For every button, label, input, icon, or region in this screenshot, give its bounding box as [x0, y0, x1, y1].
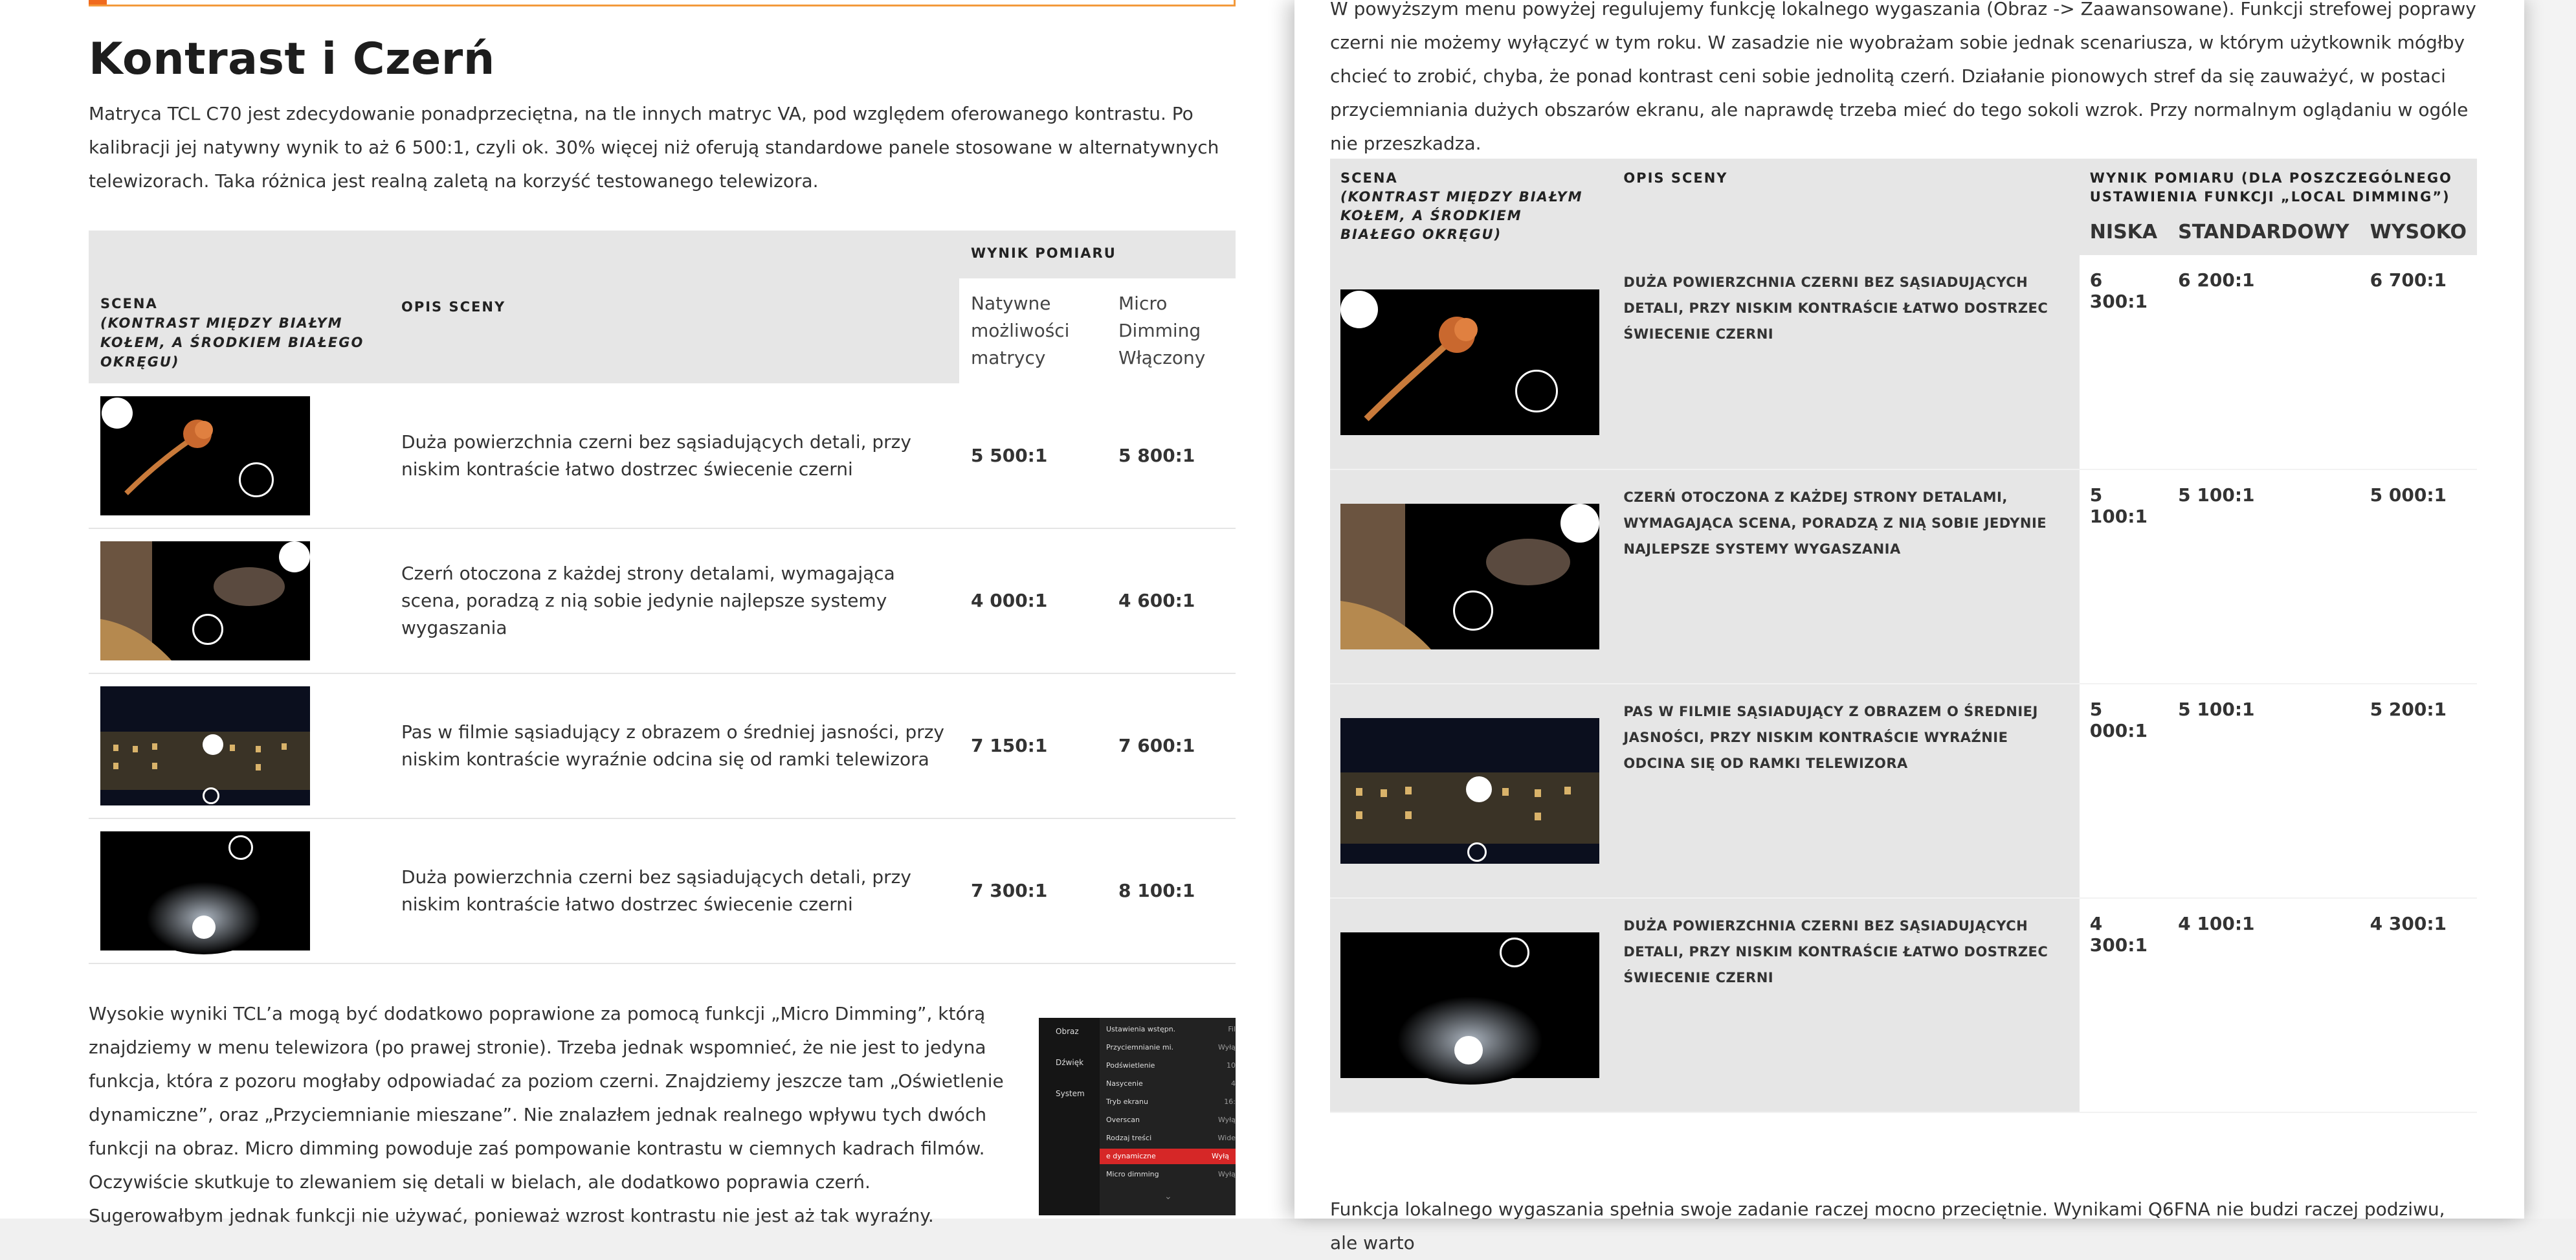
row-high-value: 5 200:1 — [2360, 684, 2477, 898]
col-scene-subtitle: (KONTRAST MIĘDZY BIAŁYM KOŁEM, A ŚRODKIEM BIAŁEGO OKRĘGU) — [100, 315, 364, 370]
row-desc: DUŻA POWIERZCHNIA CZERNI BEZ SĄSIADUJĄCYCH DETALI, PRZY NISKIM KONTRAŚCIE ŁATWO DOSTRZEC ŚWIECENIE CZERNI — [1613, 898, 2079, 1112]
table-row — [89, 673, 1236, 818]
table-row — [1330, 898, 2477, 1112]
table-row — [1330, 469, 2477, 684]
contrast-table — [89, 231, 1236, 964]
outro-paragraph: Wysokie wyniki TCL’a mogą być dodatkowo poprawione za pomocą funkcji „Micro Dimming”, którą znajdziemy w menu telewizora (po prawej stronie). Trzeba jednak wspomnieć, że nie jest to jedyna funkcja, która z pozoru mogłaby odpowiadać za poziom czerni. Znajdziemy jeszcze tam „Oświetlenie dynamiczne”, oraz „Przyciemnianie mieszane”. Nie znalazłem jednak realnego wpływu tych dwóch funkcji na obraz. Micro dimming powoduje zaś pompowanie kontrastu w ciemnych kadrach filmów. Oczywiście skutkuje to zlewaniem się detali w bielach, ale dodatkowo poprawia czerń. Sugerowałbym jednak funkcji nie używać, ponieważ wzrost kontrastu nie jest aż tak wyraźny. — [89, 1003, 1004, 1226]
scene-thumbnail-cell — [1330, 469, 1613, 684]
scene-thumbnail — [100, 831, 310, 951]
scene-thumbnail-cell — [89, 528, 390, 673]
menu-item: Overscan Wyłą — [1106, 1116, 1236, 1124]
scene-thumbnail-cell — [89, 673, 390, 818]
chevron-down-icon: ⌄ — [1164, 1191, 1172, 1202]
menu-item: Nasycenie 4 — [1106, 1079, 1236, 1088]
table-row — [89, 528, 1236, 673]
row-high-value: 5 000:1 — [2360, 469, 2477, 684]
left-article — [0, 0, 1294, 1226]
scene-thumbnail — [1340, 289, 1599, 435]
sub-std-header: STANDARDOWY — [2168, 217, 2360, 255]
row-native-value: 7 300:1 — [959, 818, 1107, 963]
menu-item: Tryb ekranu 16: — [1106, 1097, 1236, 1106]
row-low-value: 5 100:1 — [2080, 469, 2168, 684]
row-desc: Duża powierzchnia czerni bez sąsiadujących detali, przy niskim kontraście łatwo dostrzec świecenie czerni — [390, 383, 959, 528]
scene-thumbnail-cell — [1330, 898, 1613, 1112]
menu-side-item: Obraz — [1056, 1027, 1079, 1036]
row-desc: Czerń otoczona z każdej strony detalami, wymagająca scena, poradzą z nią sobie jedynie najlepsze systemy wygaszania — [390, 528, 959, 673]
local-dimming-table — [1330, 159, 2477, 1113]
scene-thumbnail-cell — [89, 818, 390, 963]
intro-paragraph: Matryca TCL C70 jest zdecydowanie ponadprzeciętna, na tle innych matryc VA, pod względem oferowanego kontrastu. Po kalibracji jej natywny wynik to aż 6 500:1, czyli ok. 30% więcej niż oferują standardowe panele stosowane w alternatywnych telewizorach. Taka różnica jest realną zaletą na korzyść testowanego telewizora. — [89, 103, 1219, 192]
scene-thumbnail-cell — [1330, 255, 1613, 469]
tv-menu-screenshot — [1039, 1018, 1236, 1215]
row-desc: CZERŃ OTOCZONA Z KAŻDEJ STRONY DETALAMI, WYMAGAJĄCA SCENA, PORADZĄ Z NIĄ SOBIE JEDYNIE NAJLEPSZE SYSTEMY WYGASZANIA — [1613, 469, 2079, 684]
row-desc: PAS W FILMIE SĄSIADUJĄCY Z OBRAZEM O ŚREDNIEJ JASNOŚCI, PRZY NISKIM KONTRAŚCIE WYRAŹNIE ODCINA SIĘ OD RAMKI TELEWIZORA — [1613, 684, 2079, 898]
sub-micro-header: Micro Dimming Włączony — [1107, 278, 1236, 383]
orange-divider-tab — [89, 0, 107, 5]
menu-side-column — [1039, 1018, 1100, 1215]
right-intro-paragraph: W powyższym menu powyżej regulujemy funkcję lokalnego wygaszania (Obraz -> Zaawansowane). Funkcji strefowej poprawy czerni nie możemy wyłączyć w tym roku. W zasadzie nie wyobrażam sobie jednak scenariusza, w którym użytkownik mógłby chcieć to zrobić, chyba, że ponad kontrast ceni sobie jednolitą czerń. Działanie pionowych stref da się zauważyć, w postaci przyciemniania dużych obszarów ekranu, ale naprawdę trzeba mieć do tego sokoli wzrok. Przy normalnym oglądaniu w ogóle nie przeszkadza. — [1330, 0, 2476, 154]
row-std-value: 6 200:1 — [2168, 255, 2360, 469]
menu-item-highlighted: e dynamiczne Wyłą — [1100, 1149, 1236, 1164]
row-low-value: 5 000:1 — [2080, 684, 2168, 898]
table-row — [89, 818, 1236, 963]
scene-thumbnail — [100, 541, 310, 660]
table-row — [1330, 255, 2477, 469]
row-native-value: 4 000:1 — [959, 528, 1107, 673]
col-result-header: WYNIK POMIARU (DLA POSZCZEGÓLNEGO USTAWIENIA FUNKCJI „LOCAL DIMMING”) — [2080, 159, 2477, 217]
row-micro-value: 4 600:1 — [1107, 528, 1236, 673]
menu-item: Podświetlenie 10 — [1106, 1061, 1236, 1070]
col-scene-title: SCENA — [100, 296, 158, 311]
row-desc: Pas w filmie sąsiadujący z obrazem o średniej jasności, przy niskim kontraście wyraźnie odcina się od ramki telewizora — [390, 673, 959, 818]
table-row — [1330, 684, 2477, 898]
row-micro-value: 7 600:1 — [1107, 673, 1236, 818]
row-high-value: 6 700:1 — [2360, 255, 2477, 469]
menu-items-column — [1100, 1018, 1236, 1215]
col-scene-header — [1330, 159, 1613, 255]
menu-item: Rodzaj treści Wide — [1106, 1134, 1236, 1142]
scene-thumbnail-cell — [1330, 684, 1613, 898]
scene-thumbnail — [1340, 932, 1599, 1078]
row-low-value: 4 300:1 — [2080, 898, 2168, 1112]
row-low-value: 6 300:1 — [2080, 255, 2168, 469]
col-scene-subtitle: (KONTRAST MIĘDZY BIAŁYM KOŁEM, A ŚRODKIEM BIAŁEGO OKRĘGU) — [1340, 189, 1583, 242]
row-std-value: 5 100:1 — [2168, 684, 2360, 898]
sub-low-header: NISKA — [2080, 217, 2168, 255]
menu-item: Micro dimming Wyłą — [1106, 1170, 1236, 1178]
menu-item: Przyciemnianie mi. Wyłą — [1106, 1043, 1236, 1052]
col-desc-header: OPIS SCENY — [1613, 159, 2079, 255]
row-native-value: 7 150:1 — [959, 673, 1107, 818]
scene-thumbnail — [1340, 504, 1599, 649]
col-result-header: WYNIK POMIARU — [959, 231, 1236, 278]
row-native-value: 5 500:1 — [959, 383, 1107, 528]
scene-thumbnail — [100, 396, 310, 515]
sub-native-header: Natywne możliwości matrycy — [959, 278, 1107, 383]
scene-thumbnail — [100, 686, 310, 805]
table-row — [89, 383, 1236, 528]
row-micro-value: 8 100:1 — [1107, 818, 1236, 963]
scene-thumbnail — [1340, 718, 1599, 864]
orange-divider — [89, 0, 1236, 6]
sub-high-header: WYSOKO — [2360, 217, 2477, 255]
menu-side-item: System — [1056, 1089, 1085, 1098]
col-scene-header — [89, 231, 390, 383]
section-heading: Kontrast i Czerń — [89, 34, 495, 85]
row-high-value: 4 300:1 — [2360, 898, 2477, 1112]
right-outro-paragraph: Funkcja lokalnego wygaszania spełnia swoje zadanie raczej mocno przeciętnie. Wynikami Q6FNA nie budzi raczej podziwu, ale warto — [1330, 1198, 2445, 1254]
col-desc-header: OPIS SCENY — [390, 231, 959, 383]
row-desc: DUŻA POWIERZCHNIA CZERNI BEZ SĄSIADUJĄCYCH DETALI, PRZY NISKIM KONTRAŚCIE ŁATWO DOSTRZEC ŚWIECENIE CZERNI — [1613, 255, 2079, 469]
row-micro-value: 5 800:1 — [1107, 383, 1236, 528]
row-std-value: 5 100:1 — [2168, 469, 2360, 684]
menu-side-item: Dźwięk — [1056, 1058, 1084, 1067]
row-std-value: 4 100:1 — [2168, 898, 2360, 1112]
scene-thumbnail-cell — [89, 383, 390, 528]
menu-item: Ustawienia wstępn. Fil — [1106, 1025, 1236, 1033]
row-desc: Duża powierzchnia czerni bez sąsiadujących detali, przy niskim kontraście łatwo dostrzec świecenie czerni — [390, 818, 959, 963]
col-scene-title: SCENA — [1340, 170, 1398, 186]
